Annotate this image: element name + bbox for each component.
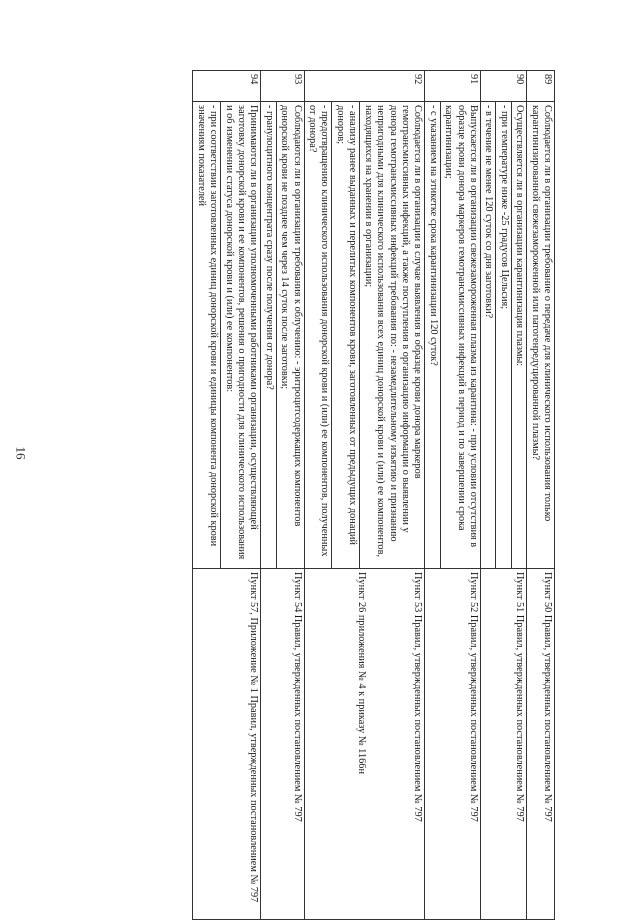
table-row bbox=[440, 71, 480, 920]
reference-cell bbox=[304, 569, 425, 920]
subrow-cell: - с указанием на этикетке срока карантинизации 120 суток? bbox=[425, 102, 440, 569]
question-cell: Соблюдается ли в организации требование о передаче для клинического использования только карантинизированной свежезамороженной или патогенредуцированной плазмы? bbox=[527, 102, 555, 569]
question-cell: Принимаются ли в организации уполномоченными работниками организации, осуществляющей заготовку донорской крови и ее компонентов, решения о пригодности для клинического использования и об изменении статуса донорской крови и (или) ее компонентов: bbox=[221, 102, 261, 569]
row-number: 89 bbox=[527, 71, 555, 102]
subrow-cell: - анализу ранее выданных и перелитых компонентов крови, заготовленных от предыдущих донаций доноров; bbox=[332, 102, 360, 569]
table-row bbox=[527, 71, 555, 920]
row-number: 94 bbox=[193, 71, 261, 102]
table-row bbox=[221, 71, 261, 920]
row-number: 92 bbox=[304, 71, 425, 102]
question-cell: Выпускается ли в организации свежезамороженная плазма из карантина: - при условии отсутствия в образце крови донора маркеров гемотрансмиссивных инфекций в период и по завершении срока карантинизации; bbox=[440, 102, 480, 569]
question-cell: Соблюдаются ли в организации требования к облучению: - эритроцитсодержащих компонентов донорской крови не позднее чем через 14 суток после заготовки; bbox=[276, 102, 304, 569]
row-number: 93 bbox=[261, 71, 304, 102]
row-number: 91 bbox=[425, 71, 481, 102]
row-number: 90 bbox=[480, 71, 526, 102]
reference-cell: Пункт 51 Правил, утвержденных постановлением № 797 bbox=[480, 569, 526, 920]
subrow-cell: - при температуре ниже -25 градусов Цельсия; bbox=[496, 102, 511, 569]
table-row bbox=[276, 71, 304, 920]
question-cell: Соблюдается ли в организации в случае выявления в образце крови донора маркеров гемотрансмиссивных инфекций, а также поступления в организацию информации о выявлении у донора гемотрансмиссивных инфекций требования по: - незамедлительному изъятию и признанию непригодными для клинического использования всех единиц донорской крови и (или) ее компонентов, находящихся на хранении в организации; bbox=[360, 102, 425, 569]
table-row bbox=[360, 71, 425, 920]
subrow-cell: - при соответствии заготовленных единиц донорской крови и единицы компонента донорской крови значениям показателей bbox=[193, 102, 221, 569]
reference-cell: Пункт 50 Правил, утвержденных постановлением № 797 bbox=[527, 569, 555, 920]
table-row bbox=[511, 71, 526, 920]
reference-cell: Пункт 54 Правил, утвержденных постановлением № 797 bbox=[261, 569, 304, 920]
reference-cell: Пункт 52 Правил, утвержденных постановлением № 797 bbox=[425, 569, 481, 920]
reference-cell: Пункт 57, Приложение № 1 Правил, утвержденных постановлением № 797 bbox=[193, 569, 261, 920]
reference-text-secondary: Пункт 26 приложения № 4 к приказу № 1166н bbox=[355, 572, 367, 774]
page-number: 16 bbox=[13, 446, 29, 460]
requirements-table bbox=[192, 70, 555, 920]
subrow-cell: - в течение не менее 120 суток со дня заготовки? bbox=[480, 102, 495, 569]
reference-text: Пункт 53 Правил, утвержденных постановлением № 797 bbox=[412, 572, 424, 822]
requirements-table-container bbox=[70, 70, 555, 920]
reference-gap bbox=[367, 572, 411, 916]
subrow-cell: - гранулоцитного концентрата сразу после получения от донора? bbox=[261, 102, 276, 569]
subrow-cell: - предотвращению клинического использования донорской крови и (или) ее компонентов, полученных от донора? bbox=[304, 102, 332, 569]
question-cell: Осуществляется ли в организации карантинизация плазмы: bbox=[511, 102, 526, 569]
